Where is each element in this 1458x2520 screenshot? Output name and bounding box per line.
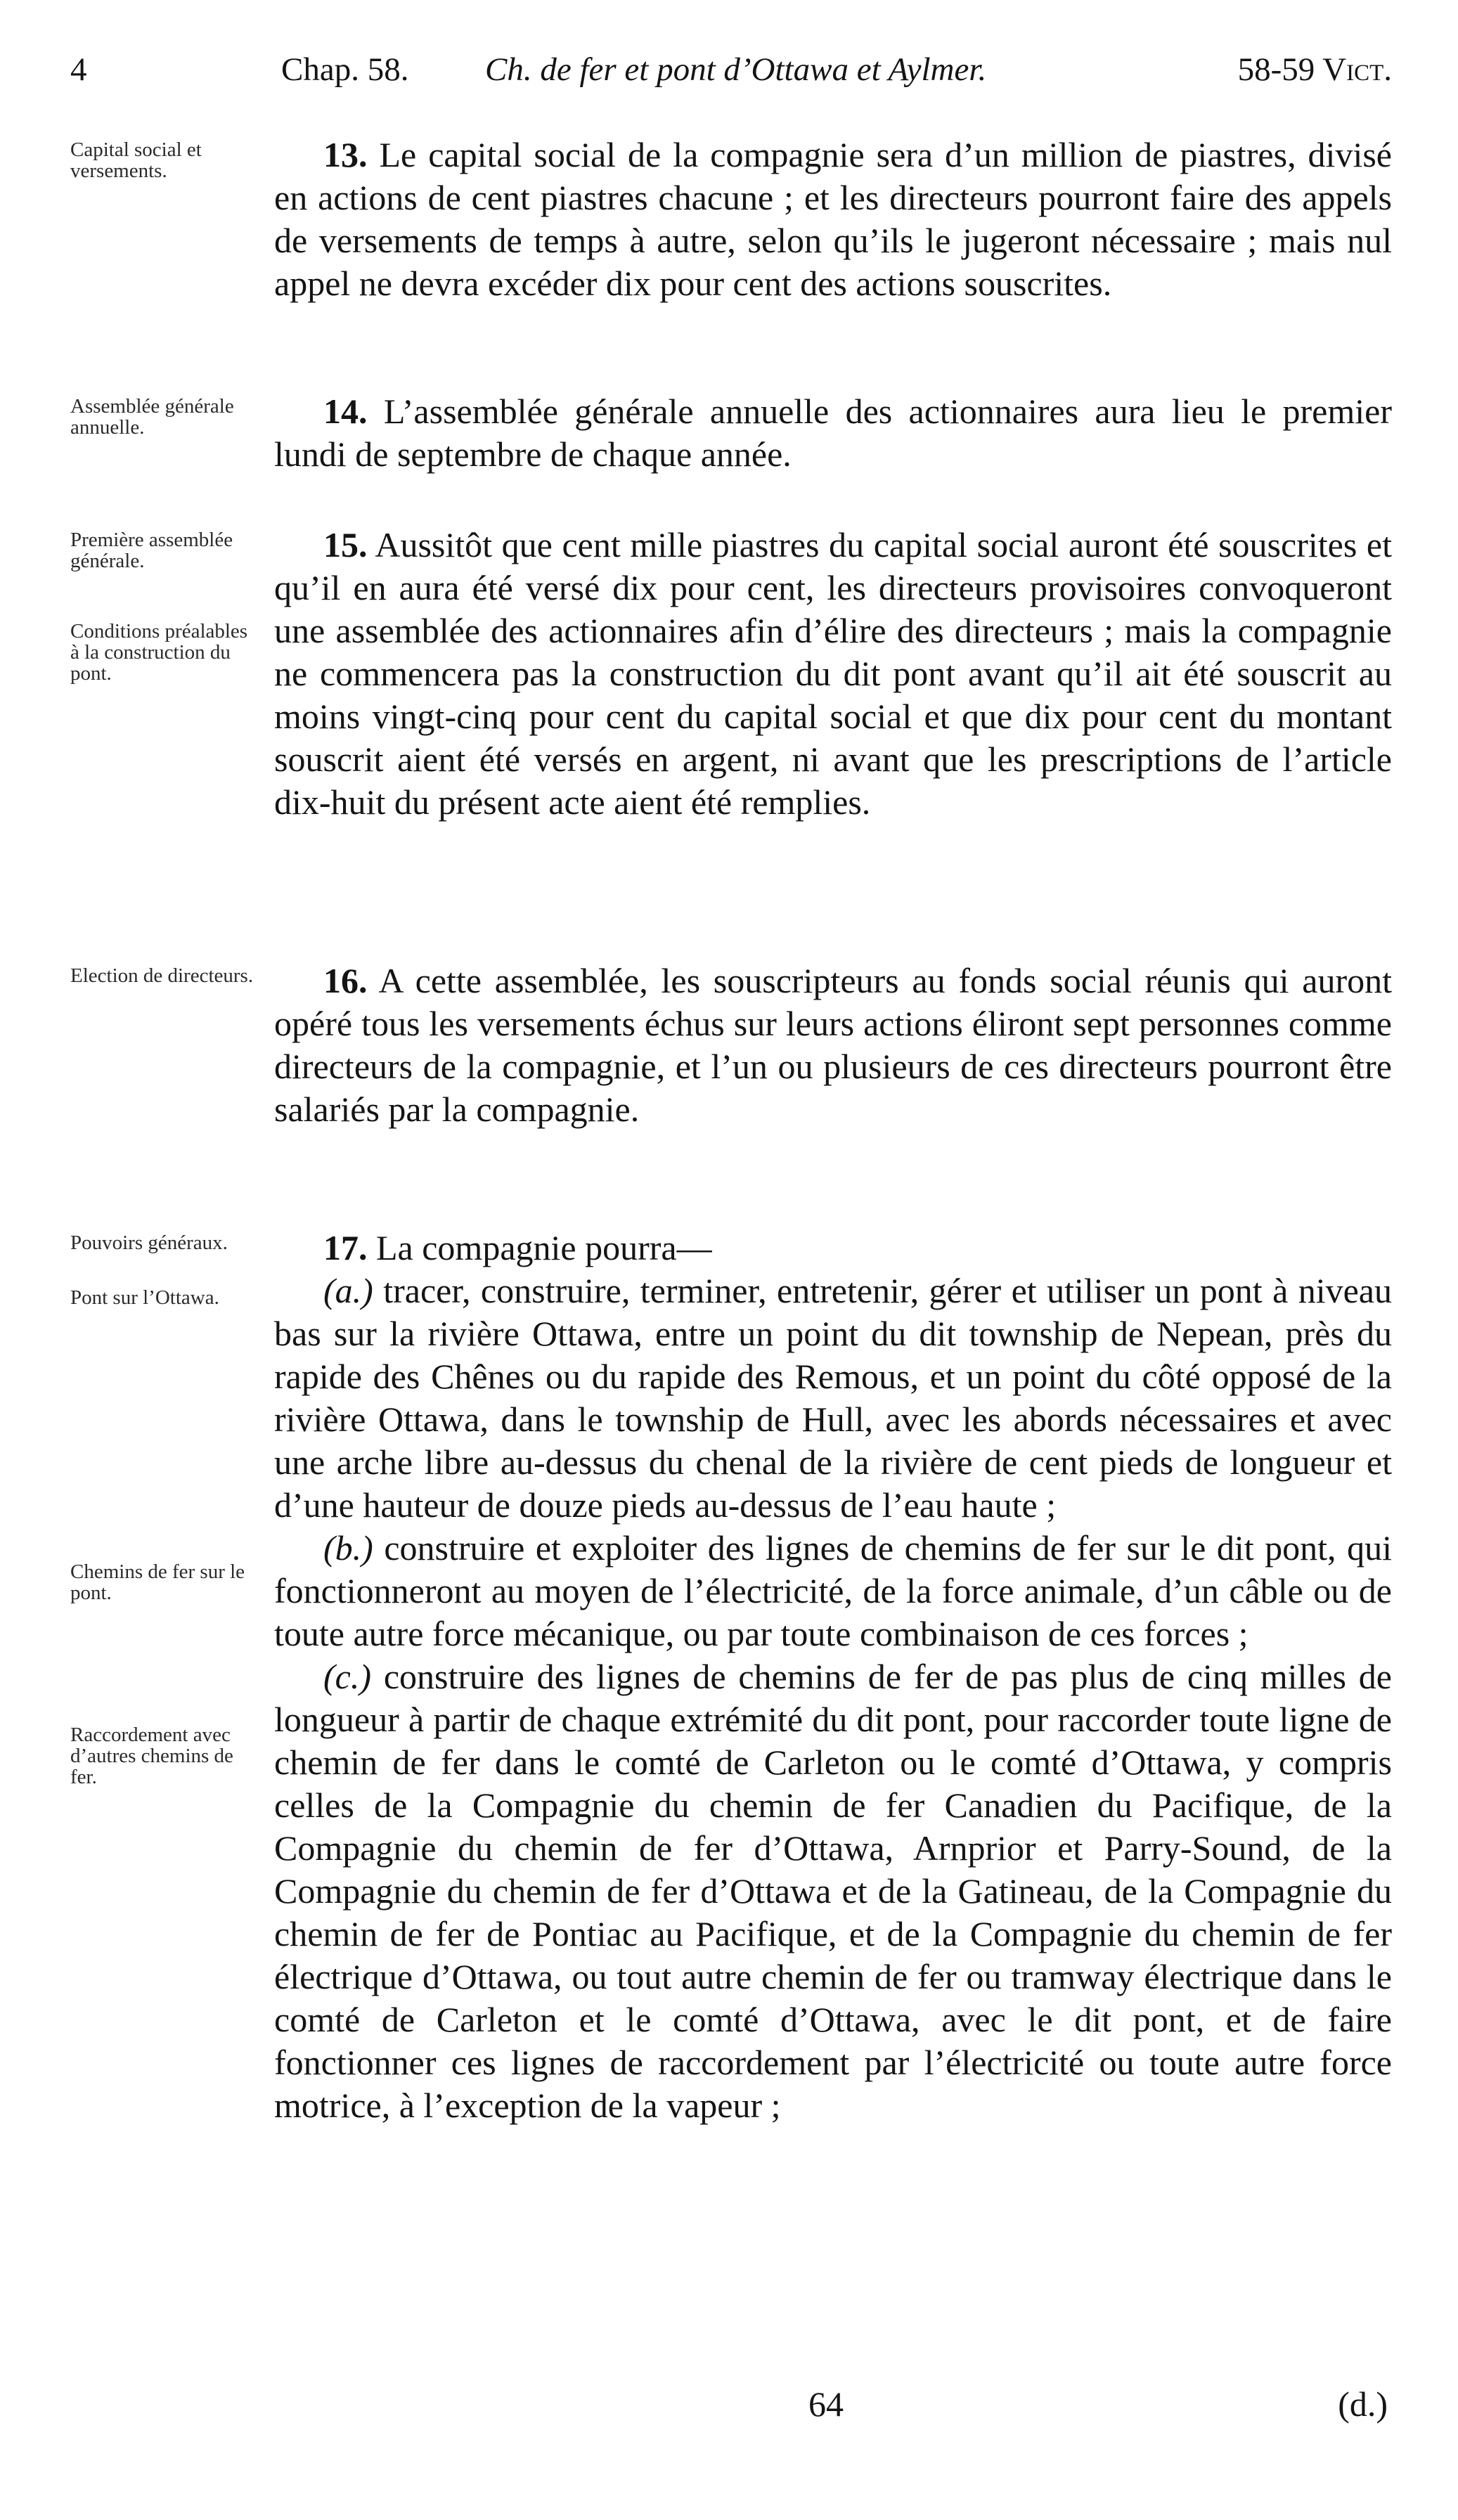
margin-note: Raccordement avec d’autres chemins de fer.: [70, 1724, 233, 1788]
page-footer: [0, 2379, 1458, 2429]
section-number: 16.: [323, 961, 368, 1000]
paragraph-label: (c.): [323, 1657, 371, 1696]
section-number: 13.: [323, 135, 368, 174]
section-number: 14.: [323, 392, 368, 431]
margin-note: Capital social et versements.: [70, 138, 202, 182]
section-intro: [274, 1227, 1392, 1269]
margin-note: Election de directeurs.: [70, 964, 254, 987]
section-body: La compagnie pourra—: [367, 1228, 712, 1267]
margin-notes: [70, 139, 260, 181]
section-body: L’assemblée générale annuelle des actionnaires aura lieu le premier lundi de septembre de chaque année.: [274, 392, 1392, 474]
paragraph-text: construire et exploiter des lignes de chemins de fer sur le dit pont, qui fonctionneront au moyen de l’électricité, de la force animale, d’un câble ou de toute autre force mécanique, ou par toute combinaison de ces forces ;: [274, 1528, 1392, 1653]
margin-note: Assemblée générale annuelle.: [70, 395, 234, 439]
margin-note: Conditions préalables à la construction du pont.: [70, 620, 248, 685]
paragraph-text: tracer, construire, terminer, entretenir, gérer et utiliser un pont à niveau bas sur la rivière Ottawa, entre un point du dit township de Nepean, près du rapide des Chênes ou du rapide des Remous, et un point du côté opposé de la rivière Ottawa, dans le township de Hull, avec les abords nécessaires et avec une arche libre au-dessus du chenal de la rivière de cent pieds de longueur et d’une hauteur de douze pieds au-dessus de l’eau haute ;: [274, 1271, 1392, 1525]
margin-notes: [70, 1232, 260, 1788]
paragraph-a: [274, 1269, 1392, 1527]
margin-notes: [70, 396, 260, 438]
section-number: 15.: [323, 525, 368, 564]
margin-notes: [70, 529, 260, 684]
section-number: 17.: [323, 1228, 368, 1267]
margin-note: Pont sur l’Ottawa.: [70, 1286, 219, 1309]
section-text: [274, 524, 1392, 824]
chapter-label: Chap. 58.: [281, 51, 409, 88]
section-text: [274, 1227, 1392, 2127]
section-text: [274, 134, 1392, 305]
paragraph-b: [274, 1527, 1392, 1655]
folio-number: 64: [808, 2384, 844, 2424]
section-body: A cette assemblée, les souscripteurs au fonds social réunis qui auront opéré tous les versements échus sur leurs actions éliront sept personnes comme directeurs de la compagnie, et l’un ou plusieurs de ces directeurs pourront être salariés par la compagnie.: [274, 961, 1392, 1129]
margin-note: Chemins de fer sur le pont.: [70, 1561, 245, 1604]
section-body: Le capital social de la compagnie sera d’un million de piastres, divisé en actions de cent piastres chacune ; et les directeurs pourront faire des appels de versements de temps à autre, selon qu’ils le jugeront nécessaire ; mais nul appel ne devra excéder dix pour cent des actions souscrites.: [274, 135, 1392, 303]
page-number: 4: [70, 51, 87, 88]
running-header: [70, 45, 1392, 94]
margin-notes: [70, 965, 260, 986]
section-text: [274, 959, 1392, 1131]
section-body: Aussitôt que cent mille piastres du capital social auront été souscrites et qu’il en aura été versé dix pour cent, les directeurs provisoires convoqueront une assemblée des actionnaires afin d’élire des directeurs ; mais la compagnie ne commencera pas la construction du dit pont avant qu’il ait été souscrit au moins vingt-cinq pour cent du capital social et que dix pour cent du montant souscrit aient été versés en argent, ni avant que les prescriptions de l’article dix-huit du présent acte aient été remplies.: [274, 525, 1392, 822]
paragraph-c: [274, 1655, 1392, 2127]
section-text: [274, 390, 1392, 476]
margin-note: Première assemblée générale.: [70, 529, 233, 572]
catchword: (d.): [1338, 2384, 1388, 2424]
regnal-year: 58-59 Vict.: [1237, 51, 1392, 88]
paragraph-label: (b.): [323, 1528, 373, 1568]
act-title: Ch. de fer et pont d’Ottawa et Aylmer.: [485, 51, 987, 88]
paragraph-label: (a.): [323, 1271, 373, 1310]
margin-note: Pouvoirs généraux.: [70, 1232, 228, 1254]
paragraph-text: construire des lignes de chemins de fer de pas plus de cinq milles de longueur à partir de chaque extrémité du dit pont, pour raccorder toute ligne de chemin de fer dans le comté de Carleton ou le comté d’Ottawa, y compris celles de la Compagnie du chemin de fer Canadien du Pacifique, de la Compagnie du chemin de fer d’Ottawa, Arnprior et Parry-Sound, de la Compagnie du chemin de fer d’Ottawa et de la Gatineau, de la Compagnie du chemin de fer de Pontiac au Pacifique, et de la Compagnie du chemin de fer électrique d’Ottawa, ou tout autre chemin de fer ou tramway électrique dans le comté de Carleton et le comté d’Ottawa, avec le dit pont, et de faire fonctionner ces lignes de raccordement par l’électricité ou toute autre force motrice, à l’exception de la vapeur ;: [274, 1657, 1392, 2125]
